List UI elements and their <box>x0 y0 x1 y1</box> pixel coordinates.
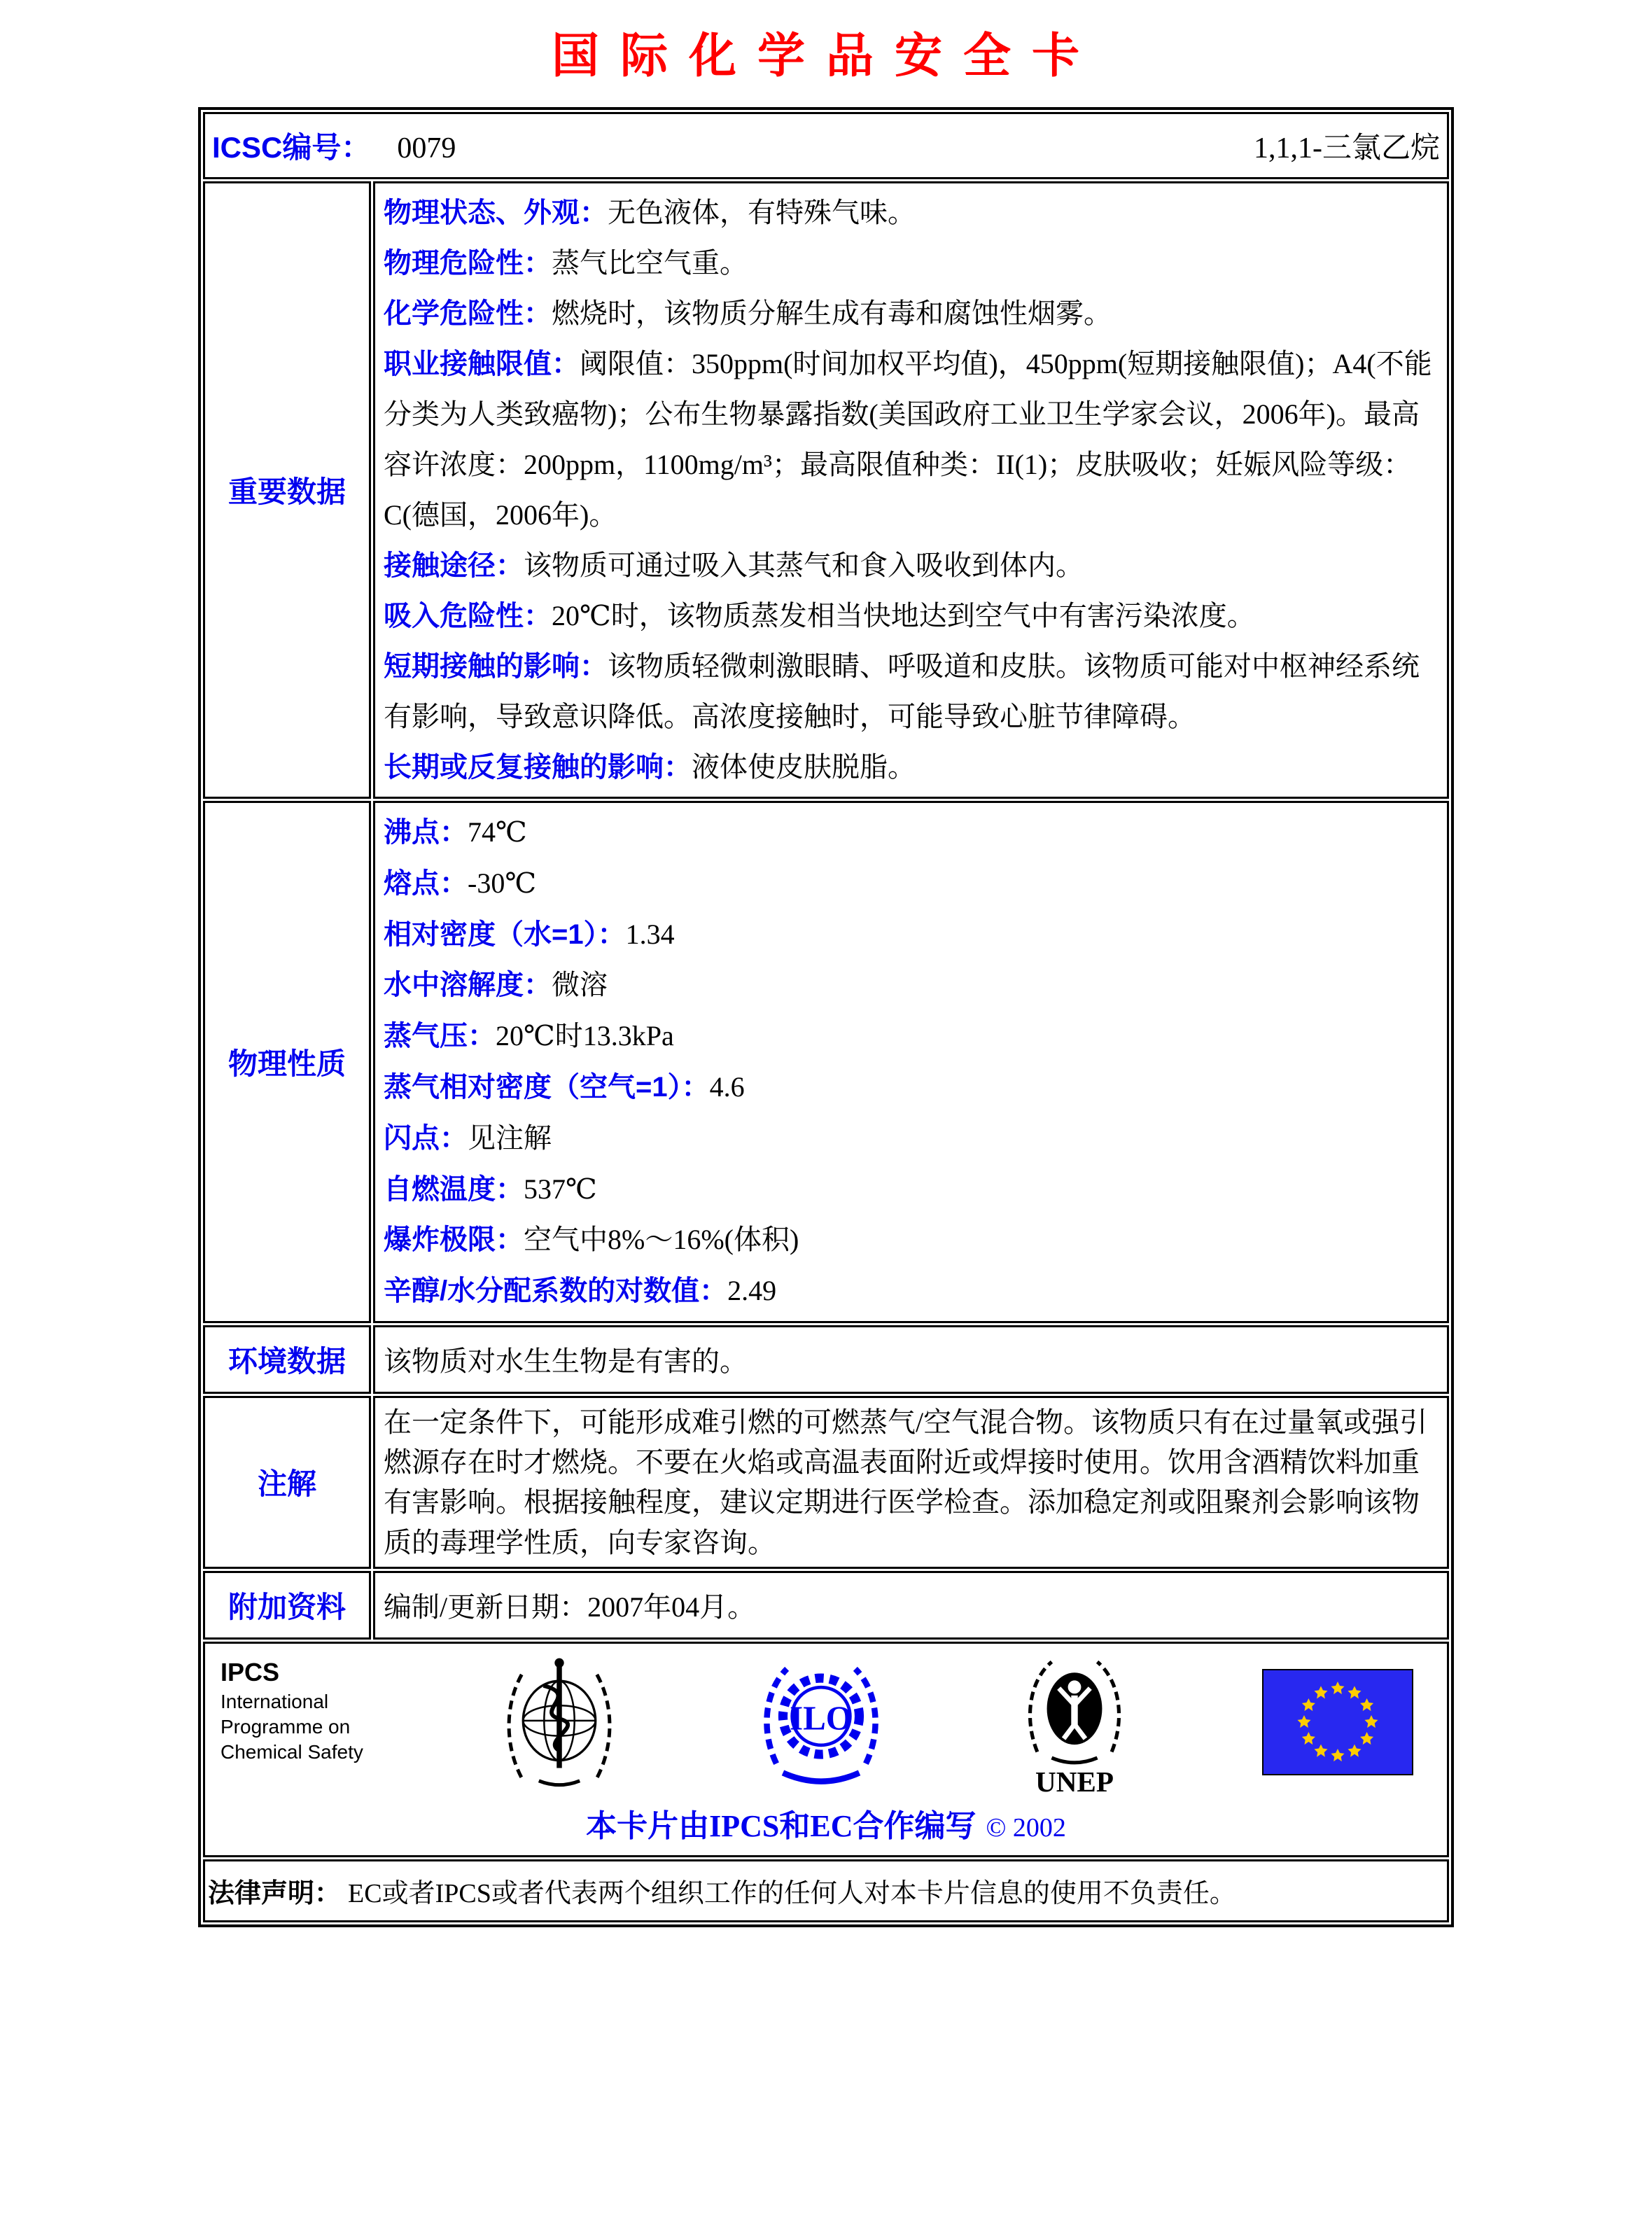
section-label-physical-properties: 物理性质 <box>227 1047 346 1080</box>
section-label-environmental-data: 环境数据 <box>227 1344 346 1378</box>
field-octanol-water-partition: 辛醇/水分配系数的对数值：2.49 <box>384 1275 777 1307</box>
ipcs-title: IPCS <box>220 1657 280 1686</box>
header-cell <box>203 112 1449 179</box>
legal-label: 法律声明： <box>208 1879 342 1909</box>
icsc-table <box>198 107 1454 1927</box>
field-vapor-pressure: 蒸气压：20℃时13.3kPa <box>384 1020 674 1052</box>
field-short-term-effects: 短期接触的影响：该物质轻微刺激眼睛、呼吸道和皮肤。该物质可能对中枢神经系统有影响，导致意识降低。高浓度接触时，可能导致心脏节律障碍。 <box>384 650 1420 732</box>
section-label-important-data: 重要数据 <box>227 475 346 508</box>
section-label-cell-important-data <box>203 181 371 799</box>
field-autoignition-temperature: 自燃温度：537℃ <box>384 1173 597 1205</box>
ipcs-line-3: Chemical Safety <box>220 1741 363 1763</box>
additional-info-row <box>203 1571 1449 1640</box>
field-vapor-relative-density: 蒸气相对密度（空气=1）：4.6 <box>384 1070 745 1103</box>
field-occupational-exposure-limits: 职业接触限值：阈限值：350ppm(时间加权平均值)，450ppm(短期接触限值)；A4(不能分类为人类致癌物)；公布生物暴露指数(美国政府工业卫生学家会议，2006年)。最高容许浓度：200ppm，1100mg/m³；最高限值种类：II(1)；皮肤吸收；妊娠风险等级：C(德国，2006年)。 <box>384 348 1432 531</box>
section-label-cell-notes <box>203 1396 371 1569</box>
field-inhalation-risk: 吸入危险性：20℃时，该物质蒸发相当快地达到空气中有害污染浓度。 <box>384 600 1255 631</box>
footer-row <box>203 1642 1449 1857</box>
field-long-term-effects: 长期或反复接触的影响：液体使皮肤脱脂。 <box>384 751 916 783</box>
eu-flag-icon <box>1262 1669 1413 1775</box>
environmental-data-content <box>373 1325 1449 1394</box>
icsc-number-value: 0079 <box>397 132 456 165</box>
field-water-solubility: 水中溶解度：微溶 <box>384 969 608 1001</box>
environmental-data-text: 该物质对水生生物是有害的。 <box>384 1346 748 1378</box>
credit-line <box>218 1801 1434 1845</box>
environmental-data-row <box>203 1325 1449 1394</box>
credit-year: © 2002 <box>986 1812 1066 1843</box>
field-physical-danger: 物理危险性：蒸气比空气重。 <box>384 247 748 279</box>
section-label-additional-info: 附加资料 <box>227 1590 346 1623</box>
who-logo-icon <box>491 1654 628 1791</box>
chemical-name: 1,1,1-三氯乙烷 <box>1254 132 1440 165</box>
section-label-notes: 注解 <box>257 1467 316 1501</box>
page-title: 国际化学品安全卡 <box>551 29 1100 83</box>
field-boiling-point: 沸点：74℃ <box>384 816 527 848</box>
credit-text: 本卡片由IPCS和EC合作编写 <box>586 1808 976 1843</box>
field-relative-density: 相对密度（水=1）：1.34 <box>384 918 675 950</box>
svg-text:ILO: ILO <box>790 1698 853 1738</box>
ipcs-line-1: International <box>220 1690 329 1712</box>
icsc-number-label: ICSC编号： <box>212 131 371 164</box>
section-label-cell-physical-properties <box>203 801 371 1323</box>
header-row <box>203 112 1449 179</box>
field-melting-point: 熔点：-30℃ <box>384 867 537 899</box>
additional-info-text: 编制/更新日期：2007年04月。 <box>384 1591 756 1623</box>
field-physical-state: 物理状态、外观：无色液体，有特殊气味。 <box>384 197 916 228</box>
notes-content <box>373 1396 1449 1569</box>
legal-text: EC或者IPCS或者代表两个组织工作的任何人对本卡片信息的使用不负责任。 <box>348 1879 1236 1909</box>
important-data-content <box>373 181 1449 799</box>
legal-row <box>203 1859 1449 1922</box>
field-flash-point: 闪点：见注解 <box>384 1122 552 1154</box>
important-data-row <box>203 181 1449 799</box>
field-exposure-routes: 接触途径：该物质可通过吸入其蒸气和食入吸收到体内。 <box>384 550 1084 581</box>
notes-text: 在一定条件下，可能形成难引燃的可燃蒸气/空气混合物。该物质只有在过量氧或强引燃源存在时才燃烧。不要在火焰或高温表面附近或焊接时使用。饮用含酒精饮料加重有害影响。根据接触程度，建议定期进行医学检查。添加稳定剂或阻聚剂会影响该物质的毒理学性质，向专家咨询。 <box>384 1406 1428 1558</box>
logos-row <box>218 1654 1434 1796</box>
notes-row <box>203 1396 1449 1569</box>
section-label-cell-additional-info <box>203 1571 371 1640</box>
physical-properties-row <box>203 801 1449 1323</box>
field-explosive-limits: 爆炸极限：空气中8%～16%(体积) <box>384 1224 799 1256</box>
svg-text:UNEP: UNEP <box>1035 1765 1114 1796</box>
physical-properties-content <box>373 801 1449 1323</box>
field-chemical-danger: 化学危险性：燃烧时，该物质分解生成有毒和腐蚀性烟雾。 <box>384 298 1112 329</box>
ipcs-text-block <box>220 1656 363 1766</box>
icsc-number-group <box>212 125 456 167</box>
ilo-logo-icon <box>755 1653 887 1791</box>
legal-cell <box>203 1859 1449 1922</box>
unep-logo-icon <box>1014 1649 1135 1796</box>
additional-info-content <box>373 1571 1449 1640</box>
ipcs-line-2: Programme on <box>220 1715 351 1738</box>
section-label-cell-environmental-data <box>203 1325 371 1394</box>
footer-cell <box>203 1642 1449 1857</box>
